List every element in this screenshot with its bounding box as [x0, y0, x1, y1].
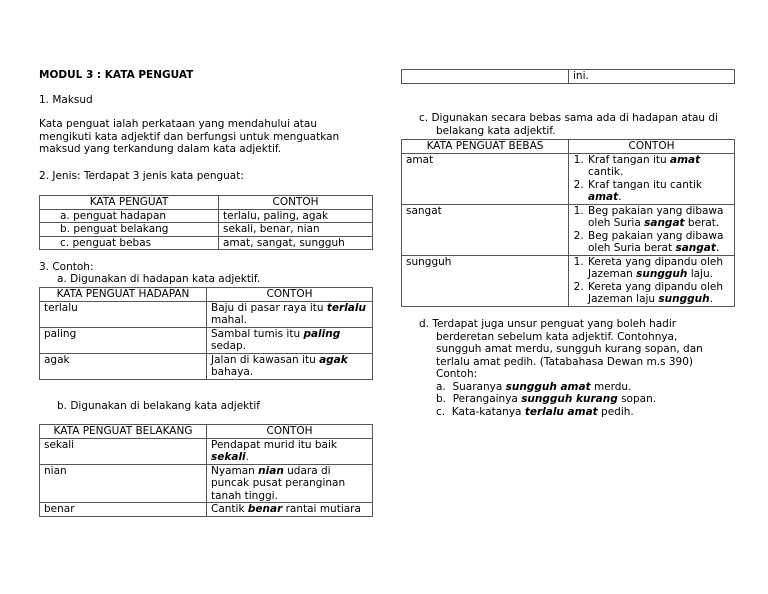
example-text: .	[709, 293, 713, 305]
example-bold: paling	[303, 327, 341, 340]
example-text: Kraf tangan itu cantik	[588, 178, 702, 191]
table-row	[40, 353, 373, 379]
table-row	[402, 255, 735, 306]
table-cell	[569, 153, 735, 204]
section-d-text	[419, 318, 739, 418]
example-bold: terlalu amat	[524, 405, 598, 418]
example-text: Beg pakaian yang dibawa oleh Suria	[588, 204, 724, 229]
example-text: .	[618, 191, 622, 203]
table-cell	[207, 327, 373, 353]
table-cell	[207, 438, 373, 464]
example-text: Nyaman	[211, 464, 259, 477]
list-item	[587, 154, 730, 179]
example-text: berat.	[684, 217, 720, 229]
example-text: sedap.	[211, 340, 247, 352]
table-cell	[207, 464, 373, 503]
list-item	[419, 406, 739, 419]
paragraph-line: Kata penguat ialah perkataan yang mendahului atau	[39, 118, 317, 130]
list-letter: b.	[436, 393, 447, 405]
example-text: cantik.	[588, 166, 624, 178]
list-item	[587, 256, 730, 281]
list-item	[587, 230, 730, 255]
example-bold: amat	[670, 153, 701, 166]
example-bold: sekali	[211, 451, 246, 463]
example-bold: sungguh amat	[505, 380, 591, 393]
list-letter: c.	[436, 405, 446, 418]
section-1-paragraph	[39, 118, 379, 156]
table-row	[402, 70, 735, 84]
penguat-belakang-table	[39, 424, 373, 517]
paragraph-line: terlalu amat pedih. (Tatabahasa Dewan m.s 390)	[436, 355, 694, 368]
table-cell	[569, 255, 735, 306]
table-row	[40, 301, 373, 327]
table-header: KATA PENGUAT BEBAS	[402, 140, 569, 154]
list-item	[587, 281, 730, 306]
example-text: Perangainya	[452, 393, 522, 405]
paragraph-line: berderetan sebelum kata adjektif. Contohnya,	[436, 330, 678, 343]
table-header: KATA PENGUAT BELAKANG	[40, 425, 207, 439]
example-text: .	[245, 451, 249, 463]
example-text: rantai mutiara	[282, 503, 361, 515]
table-cell: ini.	[569, 70, 735, 84]
example-text: udara di puncak pusat peranginan tanah tinggi.	[211, 464, 346, 502]
table-row	[40, 327, 373, 353]
list-item	[587, 179, 730, 204]
example-bold: sungguh	[636, 268, 688, 280]
table-cell: b. penguat belakang	[40, 223, 219, 237]
list-item	[419, 381, 739, 394]
table-header: CONTOH	[219, 196, 373, 210]
table-cell: sangat	[402, 204, 569, 255]
example-text: sopan.	[617, 393, 657, 405]
table-cell: c. penguat bebas	[40, 236, 219, 250]
table-cell: benar	[40, 503, 207, 517]
example-bold: agak	[319, 353, 348, 366]
paragraph-line: belakang kata adjektif.	[436, 124, 556, 137]
table-cell: paling	[40, 327, 207, 353]
table-row	[40, 464, 373, 503]
section-1-heading: 1. Maksud	[39, 94, 93, 106]
paragraph-line: mengikuti kata adjektif dan berfungsi untuk menguatkan	[39, 130, 340, 143]
example-text: mahal.	[211, 314, 248, 326]
table-cell	[207, 503, 373, 517]
table-row	[40, 236, 373, 250]
table-row	[40, 438, 373, 464]
table-header: CONTOH	[569, 140, 735, 154]
table-cell: sungguh	[402, 255, 569, 306]
list-item	[419, 393, 739, 406]
example-bold: sungguh	[658, 293, 710, 305]
example-text: Kereta yang dipandu oleh Jazeman laju	[588, 280, 724, 305]
example-text: Jalan di kawasan itu	[211, 353, 320, 366]
example-text: pedih.	[597, 405, 634, 418]
example-bold: nian	[258, 464, 284, 477]
example-text: Kata-katanya	[451, 405, 525, 418]
table-header: KATA PENGUAT HADAPAN	[40, 288, 207, 302]
section-3a-text: a. Digunakan di hadapan kata adjektif.	[57, 273, 261, 285]
jenis-table	[39, 195, 373, 250]
table-row	[402, 153, 735, 204]
section-2-heading: 2. Jenis: Terdapat 3 jenis kata penguat:	[39, 170, 244, 182]
table-cell	[207, 301, 373, 327]
example-text: laju.	[687, 268, 713, 280]
table-header: CONTOH	[207, 288, 373, 302]
table-row	[402, 204, 735, 255]
penguat-hadapan-table	[39, 287, 373, 380]
paragraph-line: c. Digunakan secara bebas sama ada di hadapan atau di	[419, 112, 718, 124]
example-text: Kereta yang dipandu oleh Jazeman	[588, 255, 724, 280]
example-text: Pendapat murid itu baik	[211, 438, 337, 451]
paragraph-line: Contoh:	[436, 368, 478, 380]
table-cell: amat, sangat, sungguh	[219, 236, 373, 250]
list-item	[587, 205, 730, 230]
example-text: .	[715, 242, 720, 254]
example-bold: sangat	[644, 217, 685, 229]
table-cell: sekali	[40, 438, 207, 464]
table-cell	[207, 353, 373, 379]
example-text: Cantik	[211, 503, 248, 515]
example-text: Kraf tangan itu	[588, 153, 670, 166]
table-row	[40, 209, 373, 223]
table-cell: agak	[40, 353, 207, 379]
example-bold: sangat	[675, 242, 716, 254]
table-header: CONTOH	[207, 425, 373, 439]
example-text: Beg pakaian yang dibawa oleh Suria berat	[588, 229, 724, 254]
example-text: merdu.	[590, 380, 632, 393]
example-text: Sambal tumis itu	[211, 327, 304, 340]
example-bold: sungguh kurang	[521, 393, 618, 405]
example-bold: benar	[247, 503, 283, 515]
table-cell	[569, 204, 735, 255]
table-row	[40, 223, 373, 237]
continued-table	[401, 69, 735, 84]
table-cell: terlalu, paling, agak	[219, 209, 373, 223]
paragraph-line: sungguh amat merdu, sungguh kurang sopan, dan	[436, 343, 703, 355]
table-cell: a. penguat hadapan	[40, 209, 219, 223]
table-row	[40, 503, 373, 517]
section-3-heading: 3. Contoh:	[39, 261, 94, 273]
table-cell: nian	[40, 464, 207, 503]
example-text: bahaya.	[211, 366, 254, 378]
table-cell: terlalu	[40, 301, 207, 327]
list-letter: a.	[436, 380, 446, 393]
paragraph-line: d. Terdapat juga unsur penguat yang boleh hadir	[419, 318, 677, 330]
table-cell: sekali, benar, nian	[219, 223, 373, 237]
table-cell: amat	[402, 153, 569, 204]
module-title: MODUL 3 : KATA PENGUAT	[39, 69, 194, 81]
section-c-text	[419, 112, 718, 137]
penguat-bebas-table	[401, 139, 735, 307]
paragraph-line: maksud yang terkandung dalam kata adjektif.	[39, 143, 282, 155]
example-bold: terlalu	[326, 301, 366, 314]
example-text: Baju di pasar raya itu	[211, 301, 327, 314]
table-header: KATA PENGUAT	[40, 196, 219, 210]
example-text: Suaranya	[452, 380, 506, 393]
example-bold: amat	[588, 191, 619, 203]
table-cell	[402, 70, 569, 84]
section-3b-text: b. Digunakan di belakang kata adjektif	[57, 400, 260, 412]
